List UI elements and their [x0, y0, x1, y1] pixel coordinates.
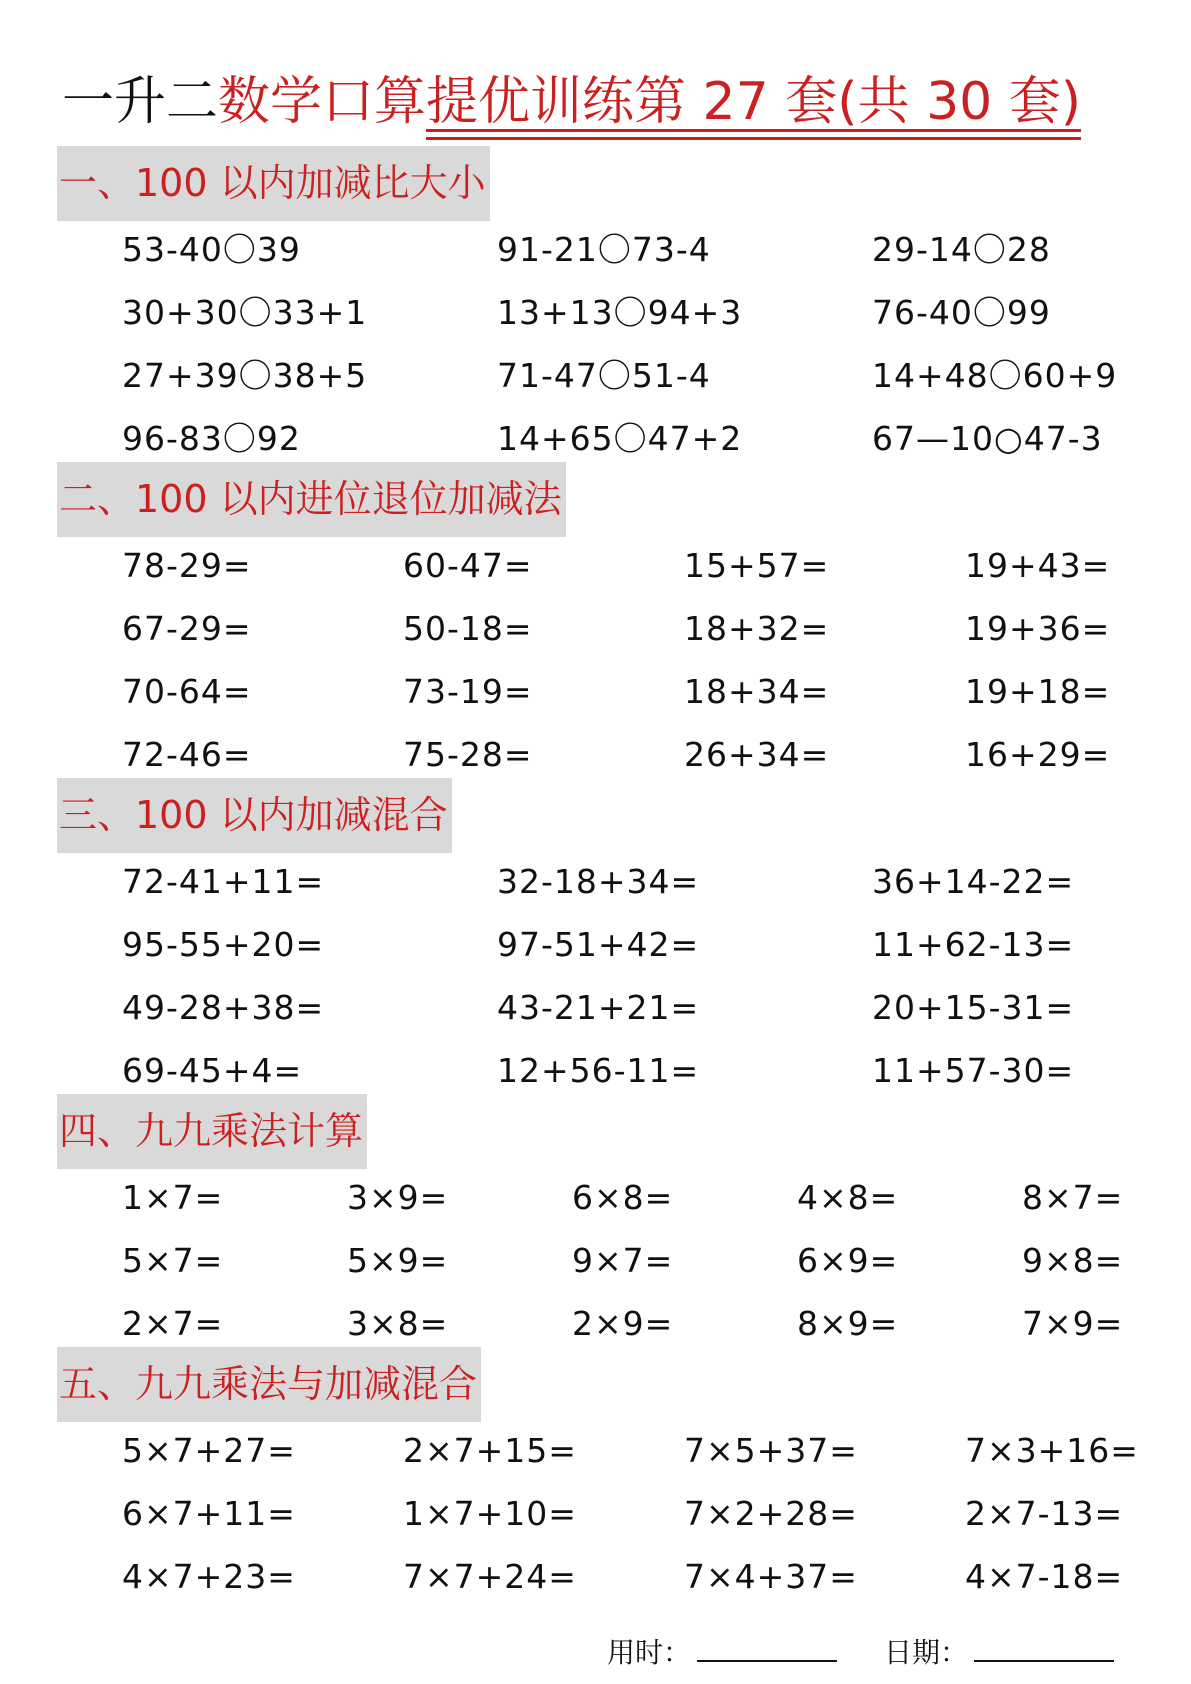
- date-label: 日期：: [884, 1636, 969, 1669]
- problem: 6×7+11=: [122, 1494, 296, 1533]
- problem: 67-29=: [122, 609, 252, 648]
- problem: 19+43=: [965, 546, 1111, 585]
- problem: 18+32=: [684, 609, 830, 648]
- problem: 43-21+21=: [497, 988, 700, 1027]
- problem: 7×4+37=: [684, 1557, 858, 1596]
- title-prefix: 一升二: [62, 72, 219, 132]
- problem: 4×7+23=: [122, 1557, 296, 1596]
- problem: 6×8=: [572, 1178, 674, 1217]
- problem: 11+57-30=: [872, 1051, 1075, 1090]
- problem: 9×8=: [1022, 1241, 1124, 1280]
- problem: 4×8=: [797, 1178, 899, 1217]
- problem: 1×7+10=: [403, 1494, 577, 1533]
- problem-row: [0, 288, 1191, 338]
- problem: 30+30〇33+1: [122, 293, 368, 332]
- problem: 19+18=: [965, 672, 1111, 711]
- problem: 5×7=: [122, 1241, 224, 1280]
- problem: 1×7=: [122, 1178, 224, 1217]
- problem: 60-47=: [403, 546, 533, 585]
- problem: 4×7-18=: [965, 1557, 1124, 1596]
- problem: 13+13〇94+3: [497, 293, 743, 332]
- problem-row: [0, 920, 1191, 970]
- problem-row: [0, 541, 1191, 591]
- problem: 8×9=: [797, 1304, 899, 1343]
- problem: 3×9=: [347, 1178, 449, 1217]
- problem: 5×7+27=: [122, 1431, 296, 1470]
- problem-row: [0, 1299, 1191, 1349]
- problem: 26+34=: [684, 735, 830, 774]
- problem: 27+39〇38+5: [122, 356, 368, 395]
- problem: 18+34=: [684, 672, 830, 711]
- problem: 75-28=: [403, 735, 533, 774]
- time-used-field[interactable]: [607, 1628, 837, 1678]
- section-heading: 三、100 以内加减混合: [57, 778, 452, 853]
- problem-row: [0, 1236, 1191, 1286]
- problem: 95-55+20=: [122, 925, 325, 964]
- problem: 96-83〇92: [122, 419, 301, 458]
- problem: 53-40〇39: [122, 230, 301, 269]
- problem: 7×2+28=: [684, 1494, 858, 1533]
- problem: 2×7+15=: [403, 1431, 577, 1470]
- problem: 3×8=: [347, 1304, 449, 1343]
- problem: 14+65〇47+2: [497, 419, 743, 458]
- problem: 6×9=: [797, 1241, 899, 1280]
- problem: 49-28+38=: [122, 988, 325, 1027]
- problem: 7×7+24=: [403, 1557, 577, 1596]
- problem: 9×7=: [572, 1241, 674, 1280]
- problem-row: [0, 414, 1191, 464]
- problem: 76-40〇99: [872, 293, 1051, 332]
- time-used-label: 用时：: [607, 1636, 692, 1669]
- problem-row: [0, 604, 1191, 654]
- section-heading: 五、九九乘法与加减混合: [57, 1347, 481, 1422]
- problem: 16+29=: [965, 735, 1111, 774]
- problem: 29-14〇28: [872, 230, 1051, 269]
- problem-row: [0, 225, 1191, 275]
- section-heading: 四、九九乘法计算: [57, 1094, 367, 1169]
- problem: 36+14-22=: [872, 862, 1075, 901]
- problem: 5×9=: [347, 1241, 449, 1280]
- problem: 69-45+4=: [122, 1051, 303, 1090]
- problem: 7×5+37=: [684, 1431, 858, 1470]
- title-middle: 数学口算: [218, 72, 427, 132]
- problem: 14+48〇60+9: [872, 356, 1118, 395]
- problem: 12+56-11=: [497, 1051, 700, 1090]
- section-heading: 二、100 以内进位退位加减法: [57, 462, 566, 537]
- section-heading: 一、100 以内加减比大小: [57, 146, 490, 221]
- problem-row: [0, 983, 1191, 1033]
- problem-row: [0, 667, 1191, 717]
- problem: 19+36=: [965, 609, 1111, 648]
- problem: 2×9=: [572, 1304, 674, 1343]
- problem: 15+57=: [684, 546, 830, 585]
- problem: 70-64=: [122, 672, 252, 711]
- problem: 50-18=: [403, 609, 533, 648]
- problem-row: [0, 1173, 1191, 1223]
- problem: 20+15-31=: [872, 988, 1075, 1027]
- problem: 73-19=: [403, 672, 533, 711]
- problem: 7×9=: [1022, 1304, 1124, 1343]
- problem: 11+62-13=: [872, 925, 1075, 964]
- problem: 67—10○47-3: [872, 419, 1103, 458]
- problem-row: [0, 857, 1191, 907]
- date-field[interactable]: [884, 1628, 1114, 1678]
- time-used-blank[interactable]: [697, 1632, 837, 1662]
- problem: 97-51+42=: [497, 925, 700, 964]
- problem-row: [0, 1426, 1191, 1476]
- problem-row: [0, 1489, 1191, 1539]
- title-underlined: 提优训练第 27 套(共 30 套): [426, 62, 1081, 142]
- problem: 8×7=: [1022, 1178, 1124, 1217]
- date-blank[interactable]: [974, 1632, 1114, 1662]
- problem-row: [0, 1552, 1191, 1602]
- problem: 32-18+34=: [497, 862, 700, 901]
- page-title: [62, 62, 1081, 142]
- problem: 72-41+11=: [122, 862, 325, 901]
- problem: 2×7-13=: [965, 1494, 1124, 1533]
- problem: 78-29=: [122, 546, 252, 585]
- problem: 72-46=: [122, 735, 252, 774]
- problem-row: [0, 1046, 1191, 1096]
- problem: 71-47〇51-4: [497, 356, 711, 395]
- problem-row: [0, 351, 1191, 401]
- problem: 91-21〇73-4: [497, 230, 711, 269]
- problem: 7×3+16=: [965, 1431, 1139, 1470]
- problem-row: [0, 730, 1191, 780]
- problem: 2×7=: [122, 1304, 224, 1343]
